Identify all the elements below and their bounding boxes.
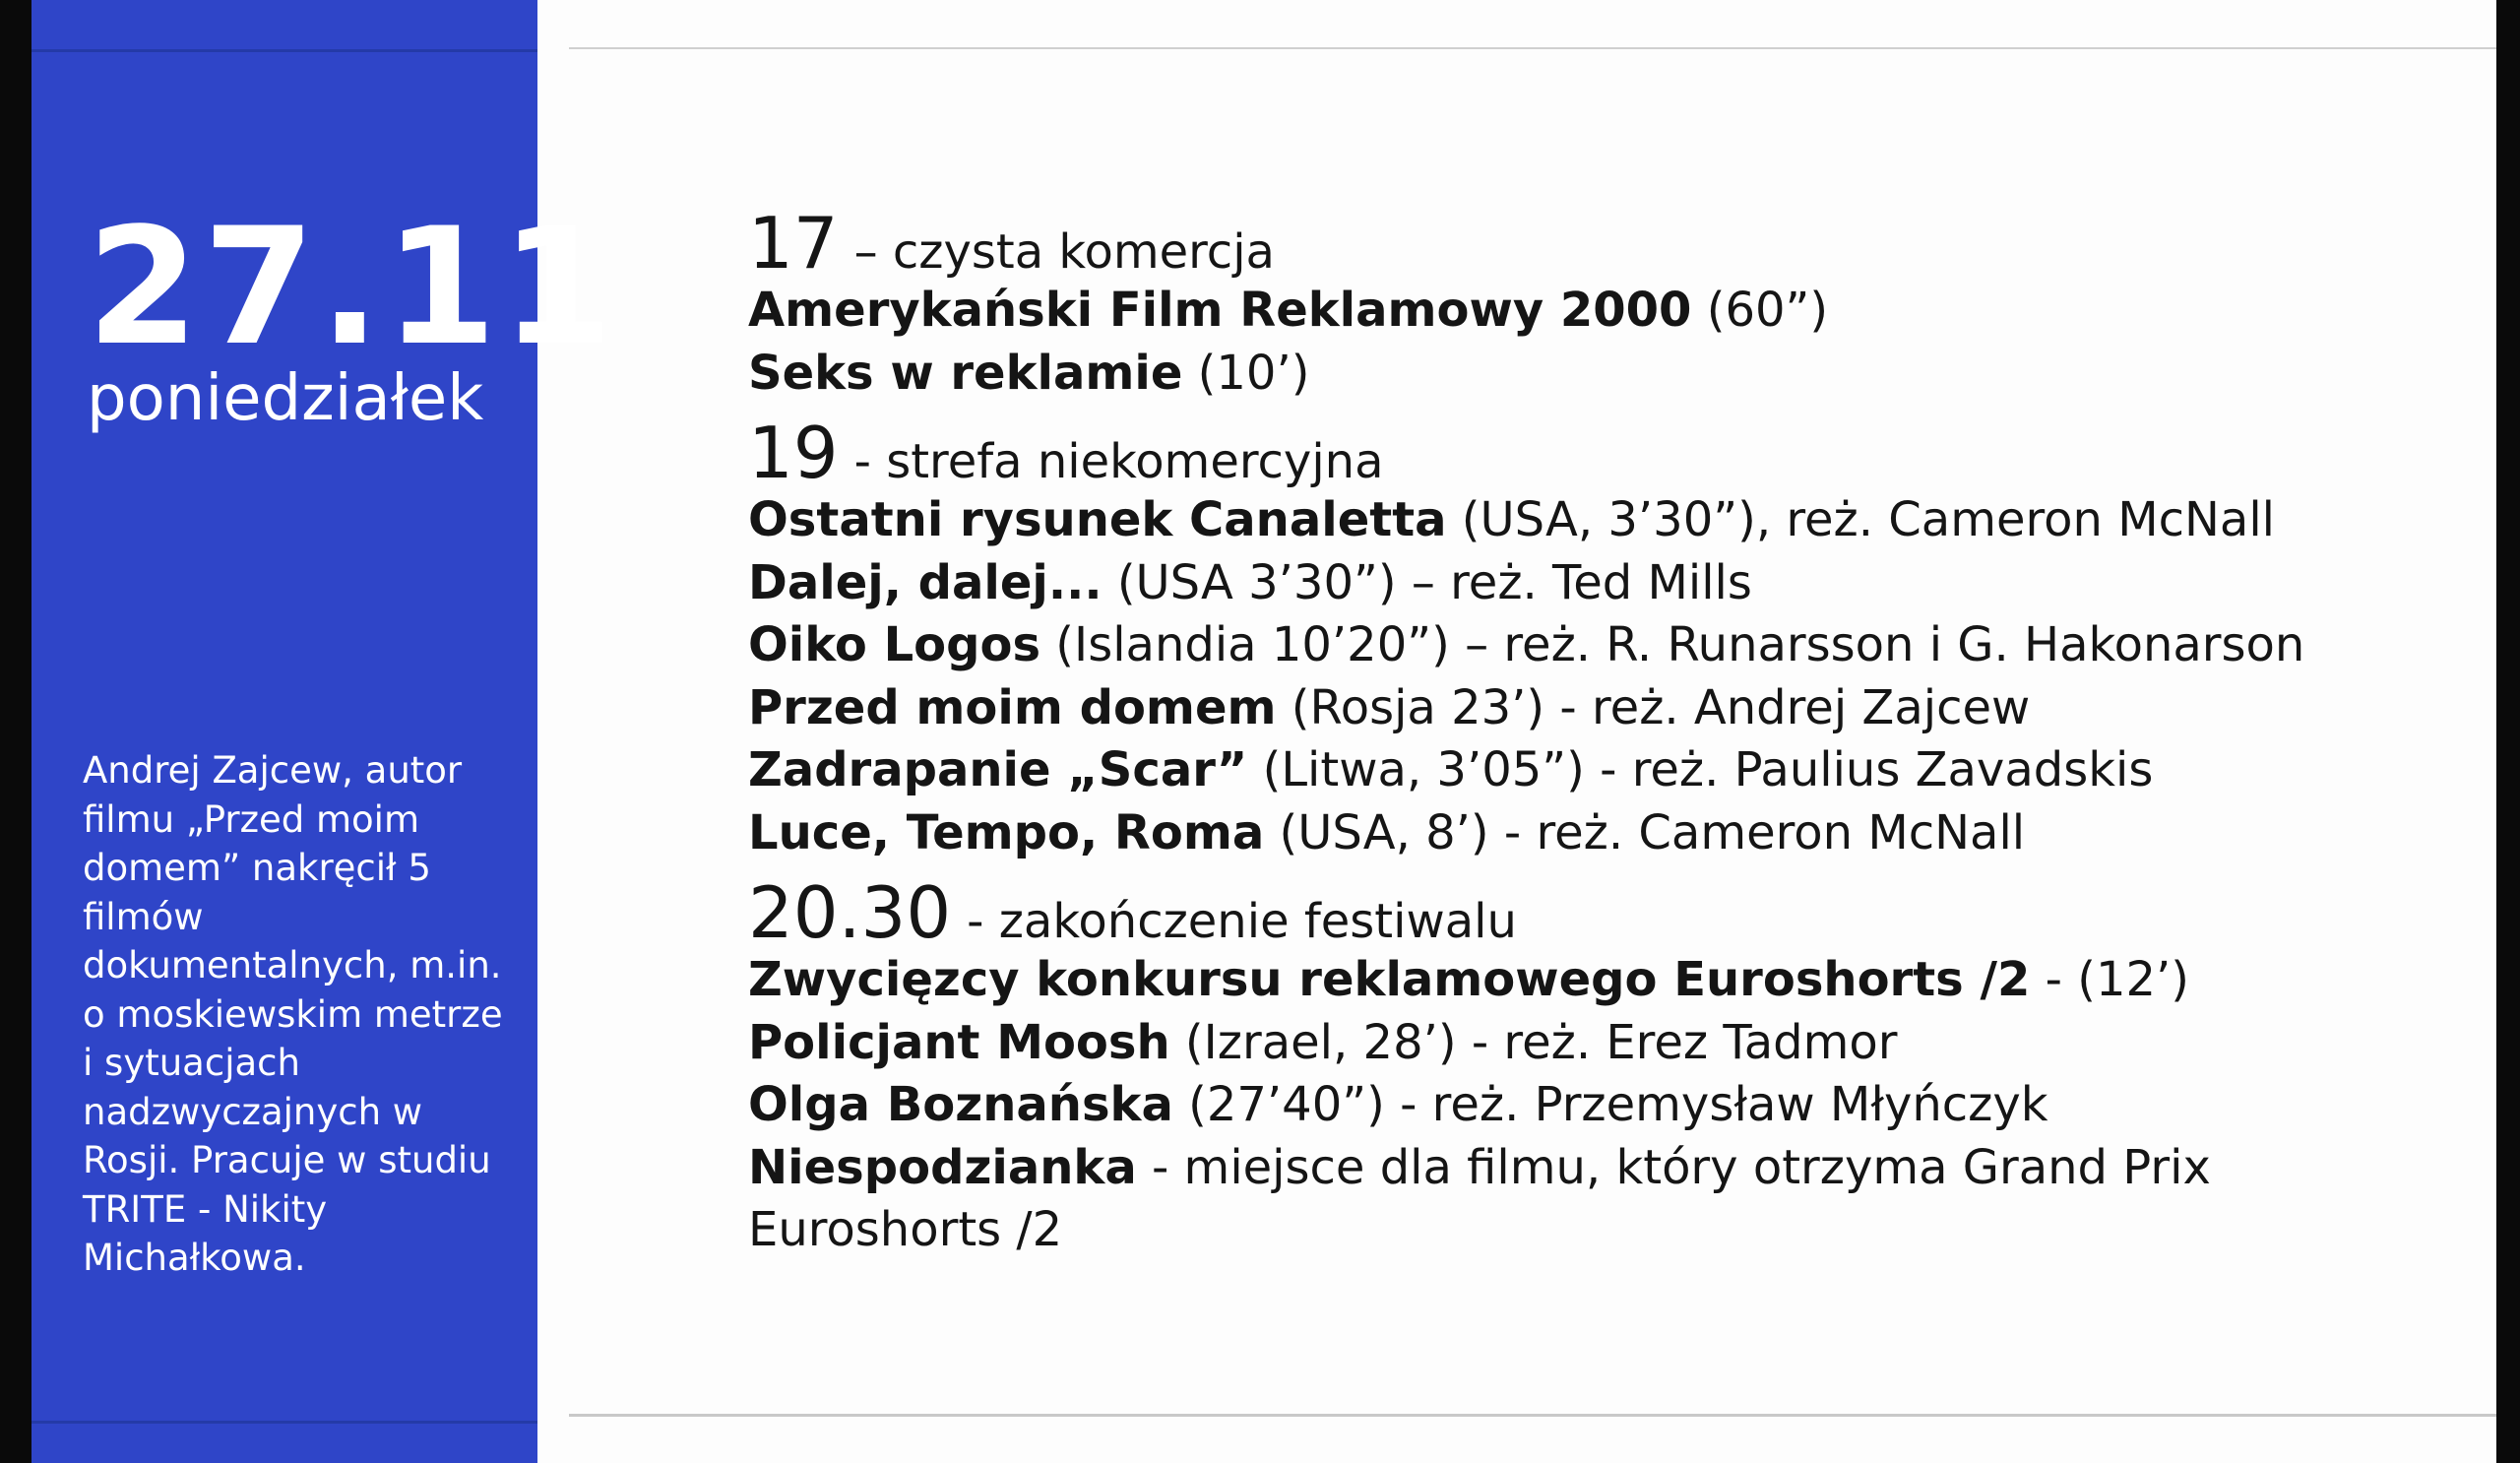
weekday-heading: poniedziałek <box>87 362 484 435</box>
film-title: Luce, Tempo, Roma <box>748 804 1265 860</box>
film-details: (USA, 8’) - reż. Cameron McNall <box>1264 804 2026 860</box>
program-item <box>748 677 2481 740</box>
film-title: Olga Boznańska <box>748 1077 1173 1132</box>
film-title: Amerykański Film Reklamowy 2000 <box>748 283 1692 338</box>
section-heading <box>748 202 2481 285</box>
section-heading <box>748 871 2481 954</box>
program-item <box>748 1137 2284 1262</box>
film-details: (USA 3’30”) – reż. Ted Mills <box>1102 554 1752 610</box>
film-title: Niespodzianka <box>748 1139 1137 1195</box>
program-item <box>748 280 2481 343</box>
film-title: Zwycięzcy konkursu reklamowego Euroshorts /2 <box>748 952 2031 1007</box>
film-title: Ostatni rysunek Canaletta <box>748 492 1447 547</box>
film-title: Policjant Moosh <box>748 1014 1170 1070</box>
fold-line-bottom <box>569 1414 2496 1417</box>
program-item <box>748 1074 2481 1137</box>
film-details: (Rosja 23’) - reż. Andrej Zajcew <box>1276 679 2031 735</box>
section-time: 19 <box>748 412 839 494</box>
sidebar-divider-top <box>32 49 537 52</box>
section-heading <box>748 412 2481 494</box>
program-item <box>748 614 2481 677</box>
film-details: (60”) <box>1691 283 1829 338</box>
film-details: - miejsce dla filmu, który otrzyma Grand Prix Euroshorts /2 <box>748 1139 2211 1257</box>
film-details: - (12’) <box>2030 952 2189 1007</box>
program-section-17 <box>748 202 2481 405</box>
film-title: Dalej, dalej... <box>748 554 1102 610</box>
section-label: - strefa niekomercyjna <box>853 434 1384 489</box>
film-title: Oiko Logos <box>748 617 1041 672</box>
film-details: (Litwa, 3’05”) - reż. Paulius Zavadskis <box>1247 742 2154 797</box>
program-sheet <box>32 0 2496 1463</box>
program-item <box>748 552 2481 615</box>
film-title: Zadrapanie „Scar” <box>748 742 1248 797</box>
section-time: 20.30 <box>748 871 952 954</box>
section-label: - zakończenie festiwalu <box>967 894 1517 949</box>
sidebar-divider-bottom <box>32 1421 537 1424</box>
date-sidebar <box>32 0 617 1463</box>
program-section-2030 <box>748 871 2481 1262</box>
film-title: Seks w reklamie <box>748 345 1183 401</box>
program-item <box>748 949 2481 1012</box>
program-item <box>748 1012 2481 1075</box>
program-item <box>748 343 2481 406</box>
section-label: – czysta komercja <box>853 224 1275 280</box>
film-details: (Izrael, 28’) - reż. Erez Tadmor <box>1169 1014 1898 1070</box>
film-details: (27’40”) - reż. Przemysław Młyńczyk <box>1172 1077 2048 1132</box>
sidebar-note: Andrej Zajcew, autor filmu „Przed moim domem” nakręcił 5 filmów dokumentalnych, m.in. o moskiewskim metrze i sytuacjach nadzwyczajnych w Rosji. Pracuje w studiu TRITE - Nikity Michałkowa. <box>83 749 503 1279</box>
program-item <box>748 802 2481 865</box>
film-details: (10’) <box>1182 345 1310 401</box>
film-title: Przed moim domem <box>748 679 1277 735</box>
program-item <box>748 739 2481 802</box>
film-details: (Islandia 10’20”) – reż. R. Runarsson i G. Hakonarson <box>1040 617 2305 672</box>
program-item <box>748 489 2481 552</box>
section-time: 17 <box>748 202 839 285</box>
date-heading: 27.11 <box>87 193 617 381</box>
program-list <box>748 202 2481 1262</box>
fold-line-top <box>569 47 2496 49</box>
program-section-19 <box>748 412 2481 864</box>
film-details: (USA, 3’30”), reż. Cameron McNall <box>1446 492 2276 547</box>
